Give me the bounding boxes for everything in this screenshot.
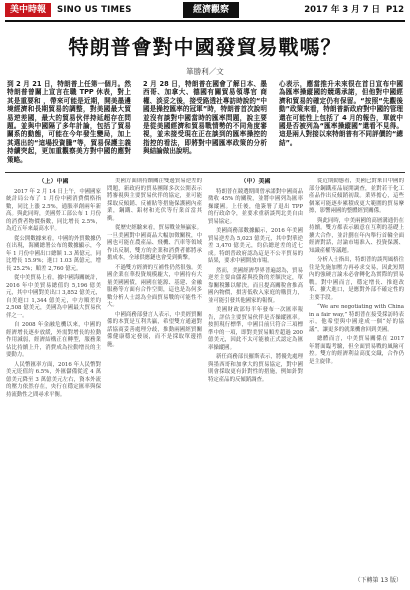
section-title: 經濟觀察 (183, 2, 239, 18)
body-paragraph: 人民幣匯率方面，2016 年人民幣對美元貶值約 6.5%，外匯儲備從近 4 萬億美元降至 3 萬億美元左右，資本外流的壓力依然存在，央行在穩定匯率與保持流動性之間尋求平衡。 (6, 361, 101, 398)
newspaper-logo: 美中時報 (5, 3, 51, 17)
body-paragraph: 從公開數據來看，中國的外貿數據仍在出現，海關總署公布的數據顯示，今年 1 月份中國出口總額 1.3 萬億元，同比增長 15.9%；進口 1.03 萬億元，增長 25.2%；順差 2,760 億元。 (6, 235, 101, 272)
body-paragraph: 中國商務部發言人表示，中美經貿關係的本質是互利共贏，希望雙方通過對話協商妥善處理分歧，推動兩國經貿關係健康穩定發展，而不是採取單邊措施。 (107, 311, 202, 348)
body-column (107, 178, 202, 564)
body-paragraph: 美國商務部數據顯示，2016 年美國貿易逆差為 5,023 億美元，其中對華逆差 3,470 億美元，約佔總逆差的近七成。特朗普政府認為這是不公平貿易的結果，要求中國開放市場。 (208, 228, 303, 264)
lead-paragraph: 到 2 月 21 日，特朗普上任第一個月。然特朗普曾關上宣言在職 TPP 休表，對上其是重要和 ，帶來可能是近期，開美墨邊境經濟和長期貿易的調整，對美國最大貿易逆差國，最大的貿易伙伴持延超存在問題。並與中國隔了多年計論，包括了貿易關系的動態，可能在今年發生變局，加上其選出的“這場投資騰”等，貿易保護主義持續突起，更加重觀察美方對中國的應對策略。 (7, 80, 131, 164)
page-number: P12 (385, 5, 404, 15)
body-paragraph: 從歷史經驗來看，貿易戰並無贏家。一旦美國對中國商品大幅加徵關稅，中國也可能在農產品、飛機、汽車等領域作出反制，雙方的企業和消費者都將承擔成本，全球供應鏈也會受到衝擊。 (107, 225, 202, 261)
lead-paragraph: 2 月 28 日，特朗普在國會了解日本、墨西哥、加拿大、德國有關貿易領導官 商權、淡妥之後，接受路透社專訪時說的“中國是操控匯率的冠軍”時，特朗普首次說明並沒有談對中國當時的匯率問題，說主要是從美國經濟和貿易戰情勢的不同角度審視，並未接受現在正在談到的匯率操控的指控的看法，即將對中國匯率政策的分析與結論做出說明。 (143, 80, 267, 156)
body-paragraph: 新任商務部長羅斯表示，將優先處理與墨西哥和加拿大的貿易協定，對中國則會採取更有針對性的措施，例如針對特定產品的反傾銷調查。 (208, 354, 303, 383)
body-paragraph: 自 2008 年金融危機以來，中國的經濟增長逐步放緩，外需對增長的拉動作用減弱，經濟結構正在轉型，服務業佔比持續上升，消費成為拉動增長的主要動力。 (6, 322, 101, 358)
body-paragraph: 美國方面則持續關注雙邊貿易逆差的問題，新政府的貿易團隊多次公開表示將審視與主要貿易伙伴的協定，並可能採取反傾銷、反補貼等措施保護國內產業，鋼鐵、鋁材和光伏等行業首當其衝。 (107, 178, 202, 222)
paper-name: SINO US TIMES (57, 5, 132, 15)
body-paragraph: 從近期動態看，美國已對來自中國的部分鋼鐵產品展開調查，並對若干化工產品作出反傾銷初裁。業界擔心，這些個案可能逐步累積成更大範圍的貿易摩擦，影響兩國的整體經貿關係。 (309, 178, 404, 214)
issue-date: 2017 年 3 月 7 日 (304, 5, 380, 15)
lead-paragraph: 心表示，應當推升未來很在首日宣布中國為匯率操縱國的競選承諾，但他對中國經濟和貿易的確定仍有保留。“按照“先觀後動”政策來看，特朗普新政府對中國的管理還在可能性上包括了 4 月的報告，單就中國是否被列為“匯率操縱國”還看不見得。這是兩人對接以來特朗普有不同評價的“總結”。 (279, 80, 403, 147)
body-paragraph: “We are negotiating with China in a fair way,” 特朗普在接受採訪時表示，他希望與中國達成一個“好的協議”，讓更多的就業機會回到美國。 (309, 304, 404, 333)
body-paragraph: 不過雙方經濟的互補性仍然很強。美國企業在華投資規模龐大，中國持有大量美國國債，兩國在能源、基建、金融服務等方面有合作空間，這也是為何多數分析人士認為全面貿易戰的可能性不大。 (107, 264, 202, 308)
body-paragraph: 與此同時，中美兩國的高層溝通仍在持續。雙方都表示願意在互利的基礎上擴大合作，並計劃在年內舉行首輪全面經濟對話，討論市場准入、投資保護、知識產權等議題。 (309, 217, 404, 254)
masthead-rule (5, 20, 405, 22)
body-paragraph: 分析人士指出，特朗普的談判風格往往是先施加壓力再尋求交易，因此短期內的強硬言論未必會轉化為實際的貿易戰。對中國而言，穩定增長、推進改革、擴大進口，是應對外部不確定性的主要手段。 (309, 257, 404, 301)
body-paragraph: 從中美貿易上看，據中國海關統計，2016 年中美貿易總值約 5,196 億美元，其中中國對美出口 3,852 億美元，自美進口 1,344 億美元，中方順差約 2,508 億美元，美國為中國最大貿易伙伴之一。 (6, 275, 101, 319)
article-byline: 箪勝利／文 (186, 67, 224, 76)
body-paragraph: 美國財政部每半年發布一次匯率報告，評估主要貿易伙伴是否操縱匯率。按照現行標準，中國目前只符合三項標準中的一項，即對美貿易順差超過 200 億美元，因此不太可能被正式認定為匯率操縱國。 (208, 307, 303, 351)
body-column (6, 178, 101, 564)
body-paragraph: 總體而言，中美貿易關係在 2017 年將面臨考驗，但全面貿易戰的風險可控。雙方的經濟利益高度交織，合作仍是主旋律。 (309, 336, 404, 365)
body-paragraph: 2017 年 2 月 14 日上午，中國國家統計局公布了 1 月份中國消費價格指數，同比上漲 2.5%，通脹率創兩年新高。與此同時，美國勞工部公布 1 月份的消費者物價指數，同比增長 2.5%，為近五年來最高水平。 (6, 188, 101, 232)
lead-divider (5, 172, 405, 173)
body-paragraph: 特朗普在競選期間曾承諾對中國商品徵收 45% 的關稅，並將中國列為匯率操縱國。上任後，他簽署了退出 TPP 的行政命令，並要求重新談判北美自由貿易協定。 (208, 188, 303, 225)
body-paragraph: 然而，美國經濟學界普遍認為，貿易逆差主要由儲蓄與投資的差額決定，單靠關稅難以解決。而且提高關稅會推高國內物價，損害低收入家庭的購買力，並可能引發其他國家的報復。 (208, 267, 303, 304)
article-headline: 特朗普會對中國發貿易戰嗎？ (68, 35, 342, 59)
masthead (0, 0, 410, 20)
body-column (309, 178, 404, 564)
continued-notice: （下轉第 13 版） (354, 577, 402, 584)
column-subheading: （上）中國 (38, 178, 69, 185)
body-column (208, 178, 303, 564)
column-subheading: （中）美國 (240, 178, 271, 185)
